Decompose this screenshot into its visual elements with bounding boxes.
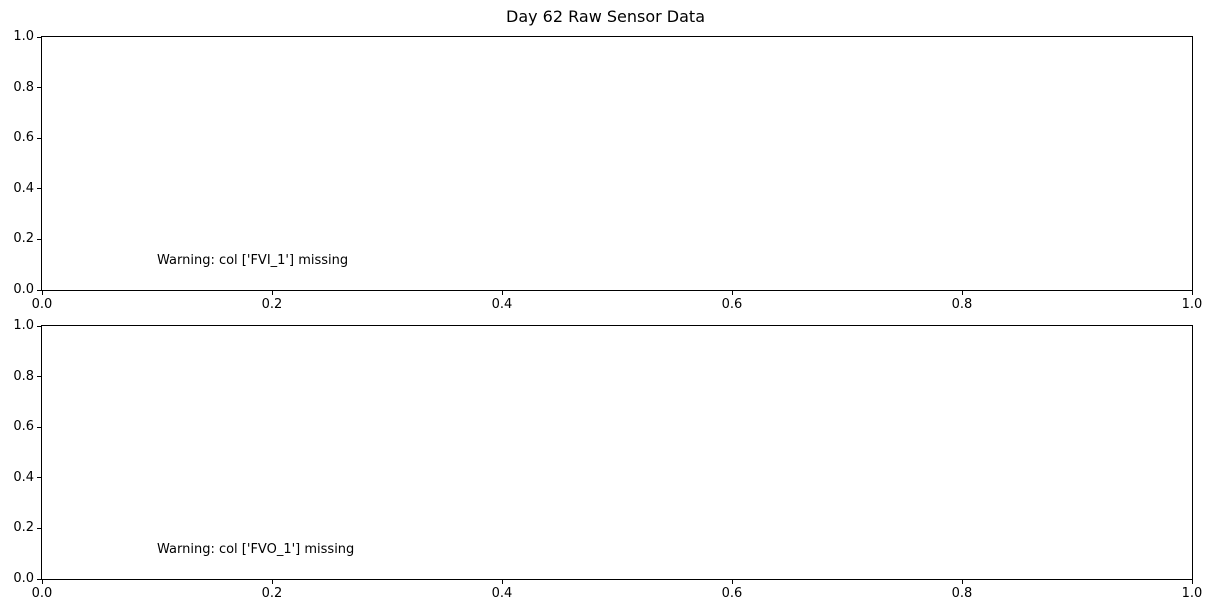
x-tick-label: 0.0 <box>31 297 53 312</box>
y-tick-mark <box>37 528 41 529</box>
y-tick-mark <box>37 290 41 291</box>
x-tick-label: 1.0 <box>1181 297 1203 312</box>
y-tick-label: 0.8 <box>13 368 34 384</box>
x-tick-label: 0.0 <box>31 586 53 601</box>
y-tick-label: 0.6 <box>13 130 34 146</box>
x-tick-mark <box>272 291 273 295</box>
x-tick-label: 0.2 <box>261 586 283 601</box>
y-tick-label: 1.0 <box>13 29 34 44</box>
warning-annotation: Warning: col ['FVI_1'] missing <box>157 252 349 268</box>
x-tick-label: 0.8 <box>951 297 973 312</box>
figure-title: Day 62 Raw Sensor Data <box>506 7 705 26</box>
y-tick-mark <box>37 326 41 327</box>
x-tick-mark <box>42 580 43 584</box>
x-tick-mark <box>732 580 733 584</box>
y-tick-mark <box>37 427 41 428</box>
x-tick-mark <box>1192 291 1193 295</box>
y-tick-mark <box>37 138 41 139</box>
x-tick-label: 0.4 <box>491 586 513 601</box>
y-tick-label: 0.2 <box>13 520 34 536</box>
x-tick-label: 0.4 <box>491 297 513 312</box>
y-tick-label: 0.8 <box>13 79 34 95</box>
x-tick-mark <box>502 291 503 295</box>
subplot-bottom-axes <box>13 318 1203 601</box>
y-tick-label: 0.4 <box>13 469 34 485</box>
x-tick-mark <box>732 291 733 295</box>
x-tick-mark <box>962 291 963 295</box>
x-tick-label: 0.8 <box>951 586 973 601</box>
x-tick-mark <box>502 580 503 584</box>
y-tick-mark <box>37 37 41 38</box>
y-tick-label: 0.6 <box>13 419 34 435</box>
y-tick-mark <box>37 376 41 377</box>
x-tick-mark <box>962 580 963 584</box>
y-tick-mark <box>37 579 41 580</box>
y-tick-label: 1.0 <box>13 318 34 333</box>
y-tick-label: 0.2 <box>13 231 34 247</box>
y-tick-mark <box>37 239 41 240</box>
y-tick-mark <box>37 188 41 189</box>
y-tick-mark <box>37 87 41 88</box>
y-tick-label: 0.4 <box>13 180 34 196</box>
subplot-top-axes <box>13 29 1203 312</box>
x-tick-label: 0.6 <box>721 586 743 601</box>
x-tick-label: 0.6 <box>721 297 743 312</box>
x-tick-label: 0.2 <box>261 297 283 312</box>
y-tick-label: 0.0 <box>13 282 34 297</box>
y-tick-label: 0.0 <box>13 571 34 586</box>
x-tick-mark <box>42 291 43 295</box>
y-tick-mark <box>37 477 41 478</box>
warning-annotation: Warning: col ['FVO_1'] missing <box>157 541 355 557</box>
x-tick-mark <box>1192 580 1193 584</box>
x-tick-label: 1.0 <box>1181 586 1203 601</box>
x-tick-mark <box>272 580 273 584</box>
